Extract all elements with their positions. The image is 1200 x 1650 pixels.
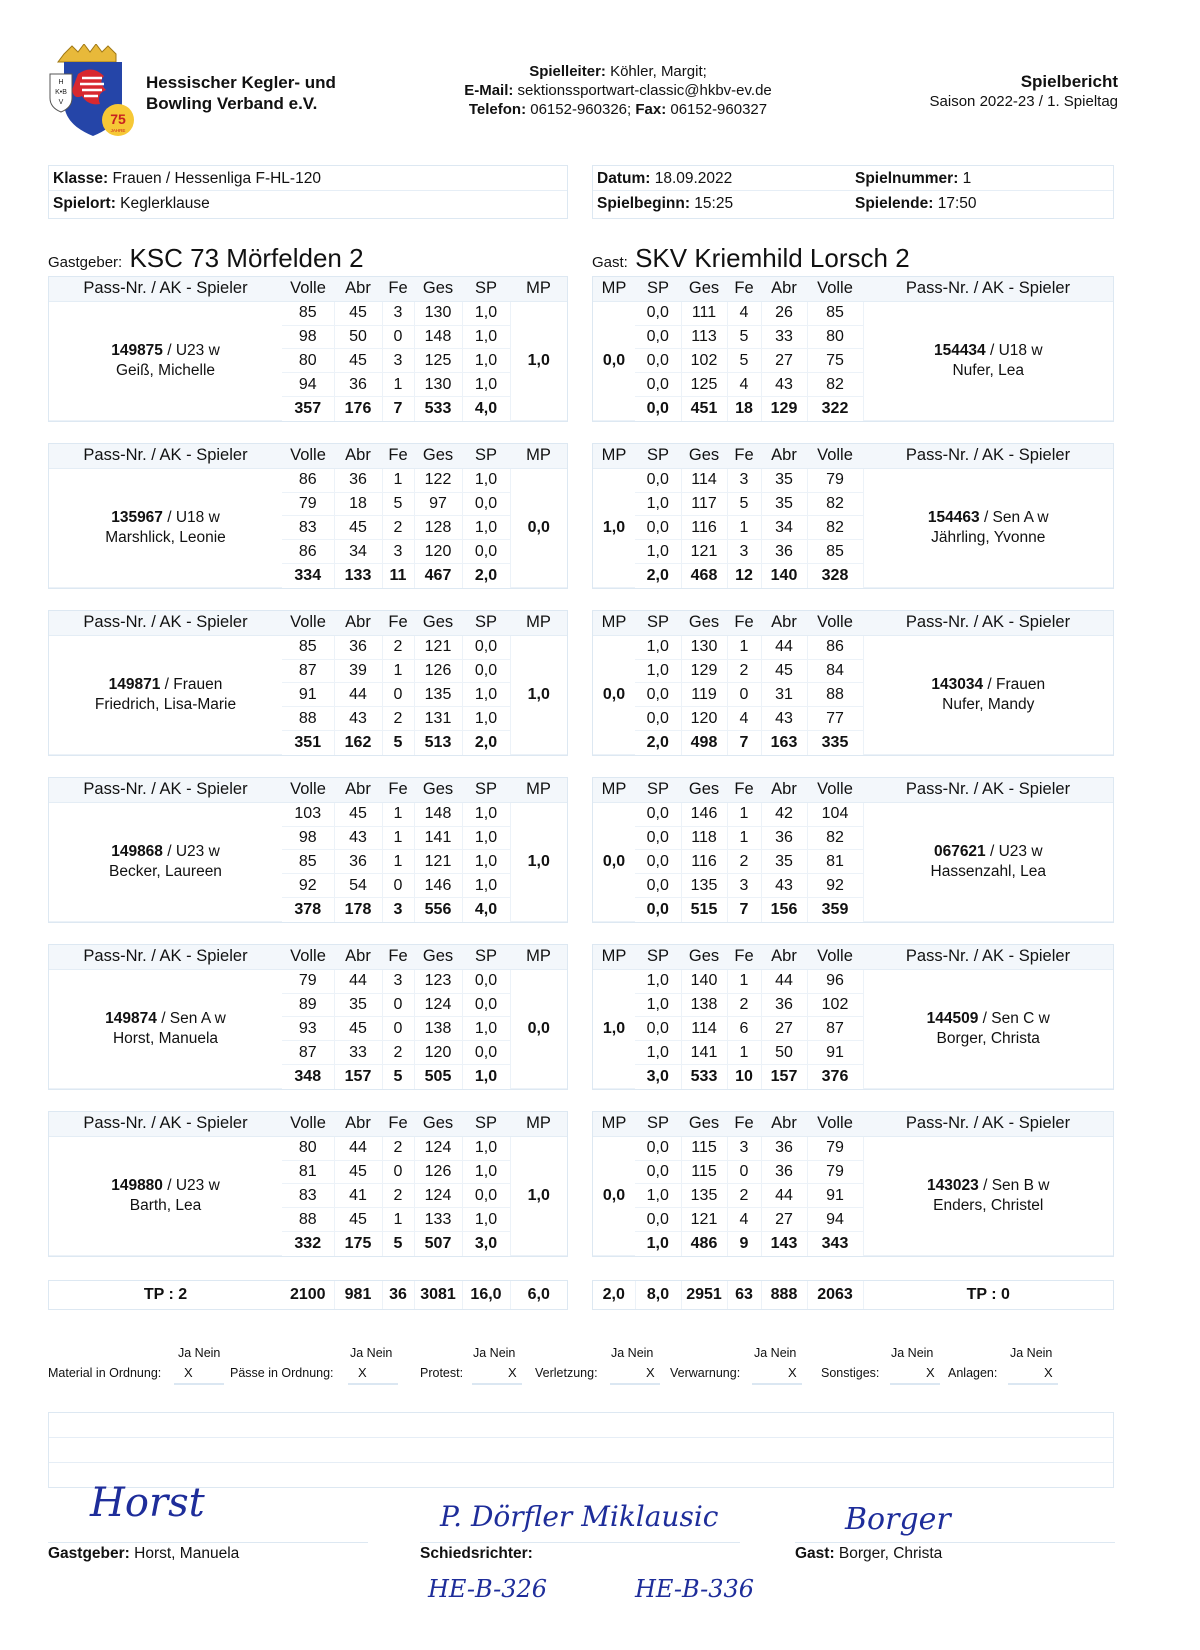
- check-mark: X: [184, 1365, 193, 1380]
- pass-number: 067621: [933, 842, 986, 860]
- player-name: Horst, Manuela: [112, 1029, 219, 1047]
- guest-lane-row: 1,0 0,0 114 3 35 79 154463 / Sen A w Jährling, Yvonne: [593, 468, 1113, 492]
- player-name: Marshlick, Leonie: [105, 528, 226, 546]
- pass-number: 149868: [111, 842, 163, 860]
- ja-nein-header: Ja Nein: [350, 1346, 393, 1360]
- guest-player-card: MP SP Ges Fe Abr Volle Pass-Nr. / AK - Spieler 0,0 1,0 130 1 44 86 143034 / Frauen Nufer, Mandy 1,0 129 2 45 84 0,0 119 0 31 88 0,0 120 4 43 77 2,0 498 7 163 335: [592, 610, 1114, 756]
- check-label: Sonstiges:: [821, 1366, 880, 1380]
- guest-player-card: MP SP Ges Fe Abr Volle Pass-Nr. / AK - Spieler 0,0 0,0 146 1 42 104 067621 / U23 w Hassenzahl, Lea 0,0 118 1 36 82 0,0 116 2 35 81 0,0 135 3 43 92 0,0 515 7 156 359: [592, 777, 1114, 923]
- home-mp: 1,0: [510, 301, 567, 420]
- home-player-card: Pass-Nr. / AK - Spieler Volle Abr Fe Ges SP MP 149868 / U23 w Becker, Laureen 103 45 1 148 1,0 1,0 98 43 1 141 1,0 85 36 1 121 1,0 92 54 0 146 1,0 378 178 3 556 4,0: [48, 777, 568, 923]
- home-mp: 0,0: [510, 969, 567, 1088]
- home-mp: 0,0: [510, 468, 567, 587]
- home-player-info: 149871 / Frauen Friedrich, Lisa-Marie: [49, 635, 282, 754]
- check-label: Pässe in Ordnung:: [230, 1366, 334, 1380]
- player-name: Enders, Christel: [933, 1196, 1044, 1214]
- home-signature-label: Gastgeber: Horst, Manuela: [48, 1545, 240, 1562]
- guest-player-card: MP SP Ges Fe Abr Volle Pass-Nr. / AK - Spieler 0,0 0,0 111 4 26 85 154434 / U18 w Nufer, Lea 0,0 113 5 33 80 0,0 102 5 27 75 0,0 125 4 43 82 0,0 451 18 129 322: [592, 276, 1114, 422]
- guest-lane-row: 0,0 114 6 27 87: [593, 1017, 1113, 1041]
- player-name: Becker, Laureen: [109, 862, 222, 880]
- guest-lane-row: 0,0 135 3 43 92: [593, 874, 1113, 898]
- home-lane-row: 98 43 1 141 1,0: [49, 826, 567, 850]
- ja-nein-header: Ja Nein: [754, 1346, 797, 1360]
- home-total-row: 334 133 11 467 2,0: [49, 564, 567, 588]
- home-lane-row: 80 45 3 125 1,0: [49, 349, 567, 373]
- spielort-field: Spielort: Keglerklause: [53, 195, 210, 212]
- guest-lane-row: 0,0 118 1 36 82: [593, 826, 1113, 850]
- guest-lane-row: 0,0 116 2 35 81: [593, 850, 1113, 874]
- match-block: [48, 276, 1114, 422]
- player-name: Friedrich, Lisa-Marie: [94, 695, 237, 713]
- home-lane-row: 91 44 0 135 1,0: [49, 683, 567, 707]
- pass-number: 149874: [105, 1009, 157, 1027]
- pass-number: 144509: [926, 1009, 979, 1027]
- ja-nein-header: Ja Nein: [1010, 1346, 1053, 1360]
- ja-nein-header: Ja Nein: [611, 1346, 654, 1360]
- check-box[interactable]: [174, 1363, 224, 1385]
- home-lane-row: 149871 / Frauen Friedrich, Lisa-Marie 85 36 2 121 0,0 1,0: [49, 635, 567, 659]
- guest-team-name: SKV Kriemhild Lorsch 2: [635, 243, 910, 273]
- home-lane-row: 149874 / Sen A w Horst, Manuela 79 44 3 123 0,0 0,0: [49, 969, 567, 993]
- guest-lane-row: 0,0 1,0 130 1 44 86 143034 / Frauen Nufer, Mandy: [593, 635, 1113, 659]
- check-box[interactable]: [472, 1363, 522, 1385]
- guest-mp: 1,0: [593, 969, 635, 1088]
- home-player-info: 149868 / U23 w Becker, Laureen: [49, 802, 282, 921]
- home-lane-row: 88 43 2 131 1,0: [49, 707, 567, 731]
- guest-lane-row: 1,0 121 3 36 85: [593, 540, 1113, 564]
- guest-lane-row: 0,0 115 0 36 79: [593, 1160, 1113, 1184]
- pass-number: 143023: [927, 1176, 979, 1194]
- check-label: Verwarnung:: [670, 1366, 741, 1380]
- home-lane-row: 89 35 0 124 0,0: [49, 993, 567, 1017]
- match-block: [48, 1111, 1114, 1257]
- spielleiter-line: Spielleiter: Köhler, Margit;: [529, 63, 707, 80]
- email-line: E-Mail: sektionssportwart-classic@hkbv-ev.de: [464, 82, 772, 99]
- svg-text:75: 75: [110, 111, 126, 127]
- guest-lane-row: 1,0 117 5 35 82: [593, 492, 1113, 516]
- pass-number: 154463: [927, 508, 980, 526]
- svg-text:JAHRE: JAHRE: [110, 128, 126, 133]
- home-player-info: 135967 / U18 w Marshlick, Leonie: [49, 468, 282, 587]
- referee-signature-line: [420, 1542, 740, 1543]
- home-tp: TP : 2: [143, 1286, 188, 1303]
- ja-nein-header: Ja Nein: [891, 1346, 934, 1360]
- email-link[interactable]: sektionssportwart-classic@hkbv-ev.de: [513, 82, 772, 99]
- player-name: Nufer, Lea: [952, 361, 1025, 379]
- match-block: [48, 443, 1114, 589]
- home-lane-row: 79 18 5 97 0,0: [49, 492, 567, 516]
- report-title-block: [930, 72, 1118, 112]
- check-mark: X: [358, 1365, 367, 1380]
- guest-lane-row: 0,0 113 5 33 80: [593, 325, 1113, 349]
- guest-tp: TP : 0: [966, 1286, 1010, 1303]
- guest-lane-row: 0,0 0,0 111 4 26 85 154434 / U18 w Nufer, Lea: [593, 301, 1113, 325]
- player-name: Geiß, Michelle: [115, 361, 216, 379]
- pass-number: 149871: [108, 675, 161, 693]
- home-lane-row: 88 45 1 133 1,0: [49, 1208, 567, 1232]
- organization-name: Hessischer Kegler- und Bowling Verband e.V.: [146, 73, 336, 113]
- guest-lane-row: 0,0 120 4 43 77: [593, 707, 1113, 731]
- home-player-info: 149880 / U23 w Barth, Lea: [49, 1136, 282, 1255]
- pass-number: 143034: [931, 675, 984, 693]
- guest-lane-row: 1,0 138 2 36 102: [593, 993, 1113, 1017]
- hkbv-logo: [48, 44, 138, 140]
- guest-lane-row: 1,0 135 2 44 91: [593, 1184, 1113, 1208]
- ja-nein-header: Ja Nein: [178, 1346, 221, 1360]
- guest-mp: 0,0: [593, 802, 635, 921]
- check-box[interactable]: [890, 1363, 940, 1385]
- guest-lane-row: 0,0 119 0 31 88: [593, 683, 1113, 707]
- check-mark: X: [788, 1365, 797, 1380]
- guest-lane-row: 0,0 102 5 27 75: [593, 349, 1113, 373]
- home-signature: Horst: [90, 1480, 205, 1526]
- pass-number: 149875: [111, 341, 163, 359]
- guest-lane-row: 0,0 0,0 146 1 42 104 067621 / U23 w Hassenzahl, Lea: [593, 802, 1113, 826]
- home-player-card: Pass-Nr. / AK - Spieler Volle Abr Fe Ges SP MP 149874 / Sen A w Horst, Manuela 79 44 3 123 0,0 0,0 89 35 0 124 0,0 93 45 0 138 1,0 87 33 2 120 0,0 348 157 5 505 1,0: [48, 944, 568, 1090]
- home-lane-row: 135967 / U18 w Marshlick, Leonie 86 36 1 122 1,0 0,0: [49, 468, 567, 492]
- guest-lane-row: 1,0 1,0 140 1 44 96 144509 / Sen C w Borger, Christa: [593, 969, 1113, 993]
- referee-id-2: HE-B-336: [635, 1575, 755, 1603]
- guest-player-info: 143023 / Sen B w Enders, Christel: [863, 1136, 1113, 1255]
- guest-totals: 2,0 8,0 2951 63 888 2063 TP : 0: [592, 1280, 1114, 1310]
- guest-player-info: 067621 / U23 w Hassenzahl, Lea: [863, 802, 1113, 921]
- home-lane-row: 87 39 1 126 0,0: [49, 659, 567, 683]
- ja-nein-header: Ja Nein: [473, 1346, 516, 1360]
- check-label: Verletzung:: [535, 1366, 598, 1380]
- guest-total-row: 0,0 451 18 129 322: [593, 397, 1113, 421]
- home-team-name: KSC 73 Mörfelden 2: [129, 243, 364, 273]
- guest-lane-row: 0,0 121 4 27 94: [593, 1208, 1113, 1232]
- player-name: Borger, Christa: [936, 1029, 1040, 1047]
- check-box[interactable]: [1008, 1363, 1058, 1385]
- checklist-row: [48, 1346, 1114, 1386]
- report-season: Saison 2022-23 / 1. Spieltag: [929, 93, 1118, 110]
- home-total-row: 357 176 7 533 4,0: [49, 397, 567, 421]
- home-totals: TP : 2 2100 981 36 3081 16,0 6,0: [48, 1280, 568, 1310]
- pass-number: 135967: [111, 508, 163, 526]
- klasse-field: Klasse: Frauen / Hessenliga F-HL-120: [53, 170, 321, 187]
- check-box[interactable]: [348, 1363, 398, 1385]
- home-total-row: 351 162 5 513 2,0: [49, 731, 567, 755]
- player-name: Barth, Lea: [129, 1196, 202, 1214]
- guest-mp: 0,0: [593, 635, 635, 754]
- player-name: Jährling, Yvonne: [931, 528, 1046, 546]
- guest-lane-row: 0,0 0,0 115 3 36 79 143023 / Sen B w Enders, Christel: [593, 1136, 1113, 1160]
- check-mark: X: [1044, 1365, 1053, 1380]
- home-lane-row: 149880 / U23 w Barth, Lea 80 44 2 124 1,0 1,0: [49, 1136, 567, 1160]
- home-lane-row: 85 36 1 121 1,0: [49, 850, 567, 874]
- referee-id-1: HE-B-326: [428, 1575, 548, 1603]
- check-mark: X: [508, 1365, 517, 1380]
- home-player-card: Pass-Nr. / AK - Spieler Volle Abr Fe Ges SP MP 149880 / U23 w Barth, Lea 80 44 2 124 1,0 1,0 81 45 0 126 1,0 83 41 2 124 0,0 88 45 1 133 1,0 332 175 5 507 3,0: [48, 1111, 568, 1257]
- phone-line: Telefon: 06152-960326; Fax: 06152-960327: [468, 101, 768, 118]
- check-box[interactable]: [610, 1363, 660, 1385]
- check-mark: X: [926, 1365, 935, 1380]
- guest-team-title: Gast: SKV Kriemhild Lorsch 2: [592, 243, 910, 273]
- guest-total-row: 2,0 498 7 163 335: [593, 731, 1113, 755]
- home-player-card: Pass-Nr. / AK - Spieler Volle Abr Fe Ges SP MP 149871 / Frauen Friedrich, Lisa-Marie 85 36 2 121 0,0 1,0 87 39 1 126 0,0 91 44 0 135 1,0 88 43 2 131 1,0 351 162 5 513 2,0: [48, 610, 568, 756]
- contact-block: [428, 62, 808, 119]
- home-player-card: Pass-Nr. / AK - Spieler Volle Abr Fe Ges SP MP 135967 / U18 w Marshlick, Leonie 86 36 1 122 1,0 0,0 79 18 5 97 0,0 83 45 2 128 1,0 86 34 3 120 0,0 334 133 11 467 2,0: [48, 443, 568, 589]
- home-lane-row: 94 36 1 130 1,0: [49, 373, 567, 397]
- guest-mp: 0,0: [593, 301, 635, 420]
- check-box[interactable]: [752, 1363, 802, 1385]
- referee-signature: P. Dörfler Miklausic: [440, 1500, 719, 1533]
- guest-lane-row: 1,0 141 1 50 91: [593, 1041, 1113, 1065]
- pass-number: 149880: [111, 1176, 163, 1194]
- home-mp: 1,0: [510, 1136, 567, 1255]
- check-mark: X: [646, 1365, 655, 1380]
- spielbeginn-field: Spielbeginn: 15:25: [597, 195, 734, 212]
- check-label: Material in Ordnung:: [48, 1366, 162, 1380]
- home-player-card: Pass-Nr. / AK - Spieler Volle Abr Fe Ges SP MP 149875 / U23 w Geiß, Michelle 85 45 3 130 1,0 1,0 98 50 0 148 1,0 80 45 3 125 1,0 94 36 1 130 1,0 357 176 7 533 4,0: [48, 276, 568, 422]
- spielende-field: Spielende: 17:50: [855, 195, 977, 212]
- guest-signature-line: [795, 1542, 1115, 1543]
- match-info-left: [48, 165, 568, 219]
- home-signature-line: [48, 1542, 368, 1543]
- guest-player-card: MP SP Ges Fe Abr Volle Pass-Nr. / AK - Spieler 1,0 1,0 140 1 44 96 144509 / Sen C w Borger, Christa 1,0 138 2 36 102 0,0 114 6 27 87 1,0 141 1 50 91 3,0 533 10 157 376: [592, 944, 1114, 1090]
- guest-player-info: 144509 / Sen C w Borger, Christa: [863, 969, 1113, 1088]
- home-lane-row: 81 45 0 126 1,0: [49, 1160, 567, 1184]
- guest-total-row: 2,0 468 12 140 328: [593, 564, 1113, 588]
- check-label: Protest:: [420, 1366, 464, 1380]
- spielnummer-field: Spielnummer: 1: [855, 170, 972, 187]
- guest-total-row: 1,0 486 9 143 343: [593, 1232, 1113, 1256]
- match-info-right: [592, 165, 1114, 219]
- guest-lane-row: 0,0 116 1 34 82: [593, 516, 1113, 540]
- home-lane-row: 98 50 0 148 1,0: [49, 325, 567, 349]
- guest-player-info: 154434 / U18 w Nufer, Lea: [863, 301, 1113, 420]
- player-name: Hassenzahl, Lea: [930, 862, 1046, 880]
- guest-mp: 0,0: [593, 1136, 635, 1255]
- pass-number: 154434: [933, 341, 986, 359]
- referee-signature-label: Schiedsrichter:: [420, 1545, 533, 1562]
- home-total-row: 348 157 5 505 1,0: [49, 1065, 567, 1089]
- svg-text:H: H: [58, 79, 64, 86]
- home-total-row: 332 175 5 507 3,0: [49, 1232, 567, 1256]
- datum-field: Datum: 18.09.2022: [597, 170, 733, 187]
- home-total-row: 378 178 3 556 4,0: [49, 898, 567, 922]
- svg-text:K•B: K•B: [55, 89, 67, 96]
- home-player-info: 149875 / U23 w Geiß, Michelle: [49, 301, 282, 420]
- home-lane-row: 83 41 2 124 0,0: [49, 1184, 567, 1208]
- home-lane-row: 86 34 3 120 0,0: [49, 540, 567, 564]
- notes-area[interactable]: [48, 1412, 1114, 1488]
- home-lane-row: 93 45 0 138 1,0: [49, 1017, 567, 1041]
- home-player-info: 149874 / Sen A w Horst, Manuela: [49, 969, 282, 1088]
- home-mp: 1,0: [510, 635, 567, 754]
- guest-lane-row: 0,0 125 4 43 82: [593, 373, 1113, 397]
- report-title: Spielbericht: [1020, 72, 1118, 91]
- totals-row: [48, 1280, 1114, 1310]
- guest-total-row: 0,0 515 7 156 359: [593, 898, 1113, 922]
- guest-signature: Borger: [845, 1502, 951, 1537]
- svg-text:V: V: [58, 99, 64, 106]
- home-lane-row: 83 45 2 128 1,0: [49, 516, 567, 540]
- guest-player-info: 143034 / Frauen Nufer, Mandy: [863, 635, 1113, 754]
- guest-player-info: 154463 / Sen A w Jährling, Yvonne: [863, 468, 1113, 587]
- guest-player-card: MP SP Ges Fe Abr Volle Pass-Nr. / AK - Spieler 1,0 0,0 114 3 35 79 154463 / Sen A w Jährling, Yvonne 1,0 117 5 35 82 0,0 116 1 34 82 1,0 121 3 36 85 2,0 468 12 140 328: [592, 443, 1114, 589]
- match-block: [48, 777, 1114, 923]
- player-name: Nufer, Mandy: [942, 695, 1035, 713]
- guest-mp: 1,0: [593, 468, 635, 587]
- match-block: [48, 944, 1114, 1090]
- match-block: [48, 610, 1114, 756]
- home-lane-row: 149875 / U23 w Geiß, Michelle 85 45 3 130 1,0 1,0: [49, 301, 567, 325]
- check-label: Anlagen:: [948, 1366, 998, 1380]
- home-team-title: Gastgeber: KSC 73 Mörfelden 2: [48, 243, 364, 273]
- guest-lane-row: 1,0 129 2 45 84: [593, 659, 1113, 683]
- home-lane-row: 92 54 0 146 1,0: [49, 874, 567, 898]
- guest-player-card: MP SP Ges Fe Abr Volle Pass-Nr. / AK - Spieler 0,0 0,0 115 3 36 79 143023 / Sen B w Enders, Christel 0,0 115 0 36 79 1,0 135 2 44 91 0,0 121 4 27 94 1,0 486 9 143 343: [592, 1111, 1114, 1257]
- home-mp: 1,0: [510, 802, 567, 921]
- home-lane-row: 149868 / U23 w Becker, Laureen 103 45 1 148 1,0 1,0: [49, 802, 567, 826]
- home-lane-row: 87 33 2 120 0,0: [49, 1041, 567, 1065]
- page-header: [48, 40, 1118, 140]
- guest-signature-label: Gast: Borger, Christa: [795, 1545, 943, 1562]
- guest-total-row: 3,0 533 10 157 376: [593, 1065, 1113, 1089]
